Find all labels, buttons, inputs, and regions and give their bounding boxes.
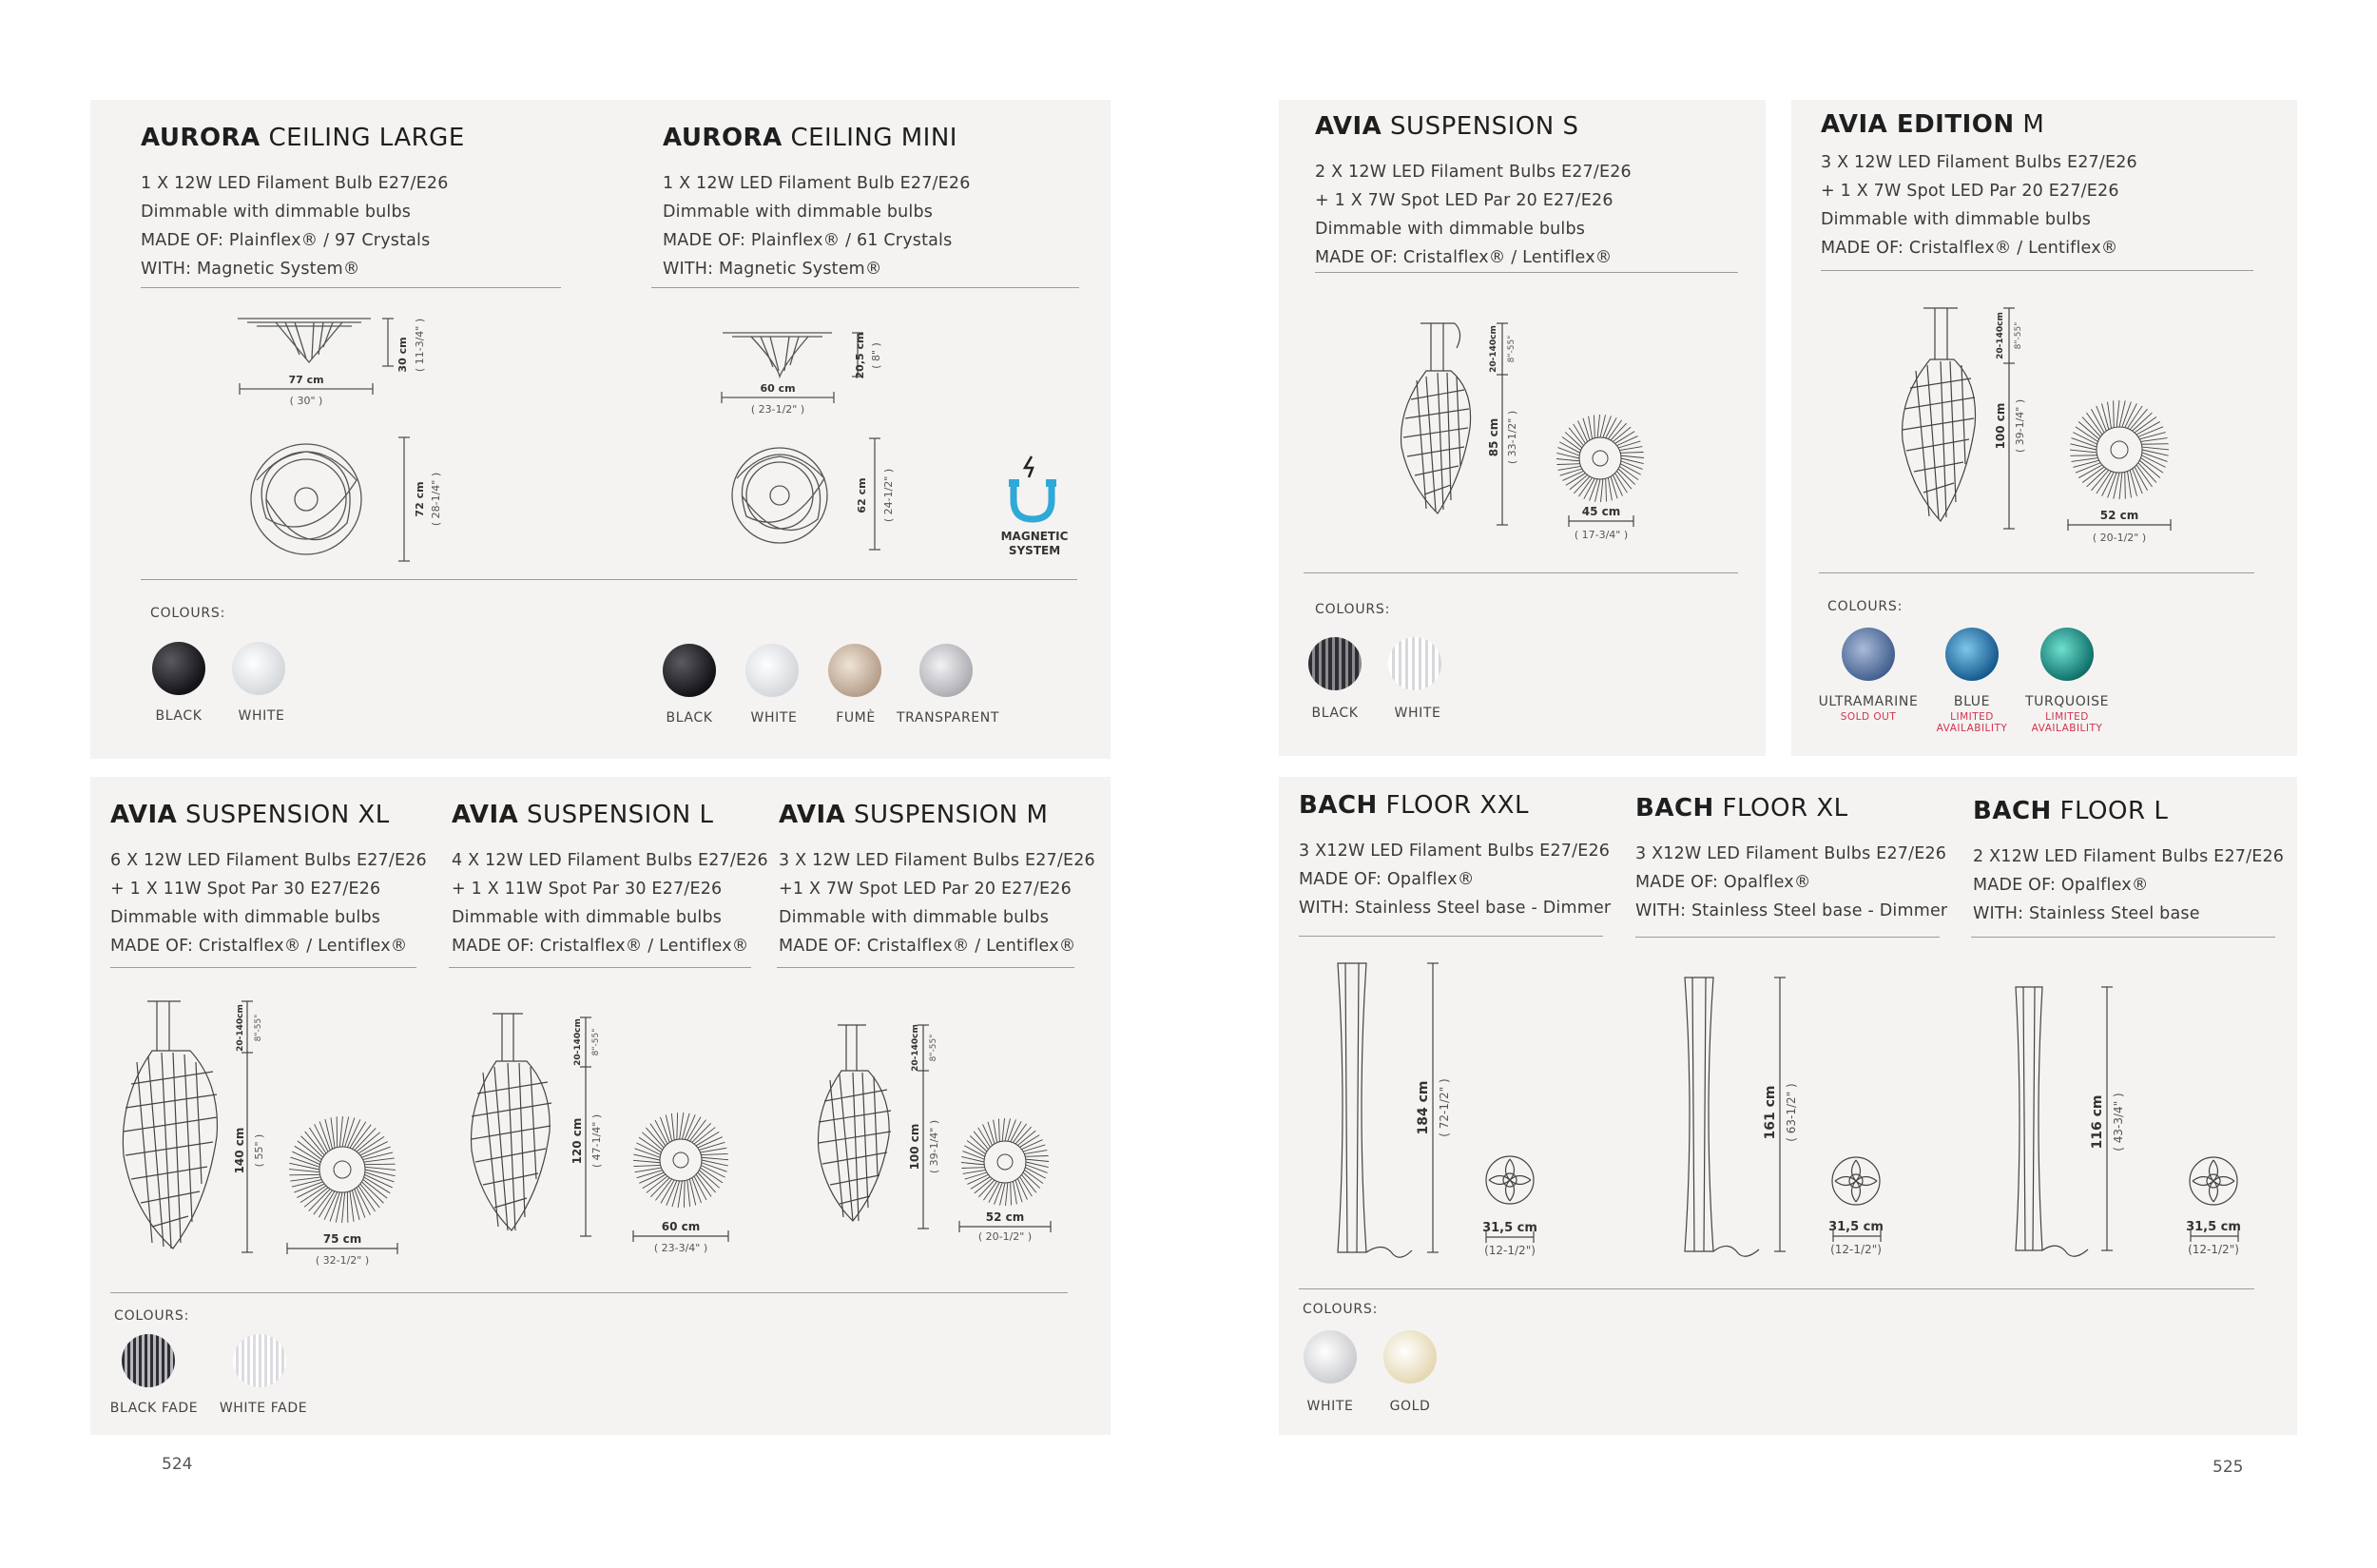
- avia-s-drawing: [1388, 314, 1664, 547]
- sunburst-ray: [2070, 444, 2097, 450]
- product-title: AURORA CEILING LARGE: [141, 124, 465, 152]
- spec-line: MADE OF: Cristalflex® / Lentiflex®: [110, 937, 408, 956]
- dim-height-in: ( 33-1/2" ): [1506, 410, 1518, 465]
- dim-diameter: 60 cm: [661, 1220, 701, 1233]
- dim-cable: 20-140cm: [236, 1004, 245, 1052]
- product-title: AVIA EDITION M: [1821, 110, 2045, 139]
- sunburst-ray: [994, 1120, 997, 1143]
- divider: [110, 967, 416, 968]
- sunburst-ray: [671, 1113, 674, 1140]
- sunburst-ray: [633, 1160, 660, 1162]
- dim-diameter-in: ( 20-1/2" ): [2092, 532, 2147, 544]
- sunburst-ray: [365, 1167, 396, 1170]
- dim-height: 120 cm: [570, 1117, 584, 1165]
- product-specs: [779, 846, 1095, 960]
- divider: [1315, 272, 1738, 273]
- sunburst-ray: [2128, 471, 2132, 497]
- dim-height-in: ( 63-1/2" ): [1785, 1083, 1798, 1142]
- swatch-label: BLUE: [1953, 694, 1991, 709]
- sunburst-ray: [2102, 403, 2109, 429]
- product-title: BACH FLOOR XXL: [1299, 791, 1529, 820]
- sunburst-ray: [355, 1128, 376, 1150]
- sunburst-ray: [1619, 447, 1642, 451]
- dim-height: 140 cm: [233, 1127, 246, 1174]
- sunburst-ray: [300, 1136, 322, 1157]
- avia-edition-drawing: [1887, 302, 2173, 550]
- spec-line: + 1 X 11W Spot Par 30 E27/E26: [452, 880, 723, 899]
- spec-line: Dimmable with dimmable bulbs: [110, 908, 381, 927]
- product-bach-floor-xl: [1635, 794, 1947, 925]
- magnet-icon: [1006, 455, 1063, 526]
- sunburst-ray: [1606, 478, 1607, 501]
- product-bach-floor-l: [1973, 797, 2284, 928]
- magnetic-system-label: [982, 530, 1087, 558]
- swatch-label: GOLD: [1389, 1399, 1431, 1414]
- spec-line: Dimmable with dimmable bulbs: [779, 908, 1050, 927]
- dim-cable: 20-140cm: [911, 1024, 920, 1072]
- sunburst-ray: [289, 1163, 319, 1170]
- product-bach-floor-xxl: [1299, 791, 1611, 922]
- sunburst-ray: [2119, 473, 2122, 499]
- dim-height-in: ( 55" ): [253, 1133, 265, 1168]
- sunburst-ray: [1025, 1155, 1048, 1156]
- dim-diameter: 52 cm: [985, 1210, 1025, 1224]
- sunburst-ray: [365, 1170, 396, 1176]
- sunburst-ray: [963, 1170, 986, 1173]
- dim-width: 77 cm: [288, 374, 324, 386]
- spec-line: + 1 X 7W Spot LED Par 20 E27/E26: [1821, 182, 2119, 201]
- product-specs: [141, 169, 465, 283]
- divider: [1635, 937, 1940, 938]
- sunburst-ray: [2119, 400, 2125, 427]
- dim-depth: 72 cm: [414, 481, 426, 517]
- dim-height: 100 cm: [908, 1123, 921, 1171]
- swatch-white[interactable]: [232, 642, 285, 695]
- swatch-label: WHITE: [1394, 706, 1441, 721]
- spec-line: 1 X 12W LED Filament Bulb E27/E26: [141, 174, 449, 193]
- dim-depth-in: ( 28-1/4" ): [430, 472, 442, 527]
- swatch-white[interactable]: [1304, 1330, 1357, 1384]
- dim-height-in: ( 39-1/4" ): [2014, 398, 2026, 454]
- spec-line: Dimmable with dimmable bulbs: [663, 203, 934, 222]
- sunburst-ray: [702, 1160, 728, 1166]
- product-title: AVIA SUSPENSION M: [779, 801, 1049, 829]
- sunburst-ray: [701, 1153, 727, 1154]
- sunburst-ray: [342, 1192, 345, 1223]
- sunburst-ray: [1601, 479, 1603, 502]
- swatch-turquoise[interactable]: [2040, 628, 2094, 681]
- sunburst-ray: [2142, 450, 2169, 455]
- dim-diameter: 31,5 cm: [1482, 1221, 1537, 1235]
- sunburst-ray: [289, 1170, 319, 1172]
- spec-line: 6 X 12W LED Filament Bulbs E27/E26: [110, 851, 427, 870]
- colours-label: COLOURS:: [1315, 602, 1391, 617]
- dim-height: 100 cm: [1994, 402, 2007, 450]
- sunburst-ray: [2116, 400, 2119, 427]
- dim-cable: 20-140cm: [1489, 325, 1498, 373]
- dim-cable: 20-140cm: [1996, 312, 2005, 359]
- sunburst-ray: [1620, 452, 1643, 453]
- swatch-blue[interactable]: [1945, 628, 1999, 681]
- swatch-white-fade[interactable]: [233, 1334, 286, 1387]
- sunburst-ray: [1589, 416, 1593, 439]
- dim-diameter-in: (12-1/2"): [1830, 1243, 1882, 1256]
- dim-depth-in: ( 24-1/2" ): [882, 468, 895, 523]
- sunburst-ray: [2140, 438, 2167, 442]
- sunburst-ray: [961, 1163, 984, 1165]
- product-aurora-ceiling-large: [141, 124, 465, 283]
- swatch-ultramarine[interactable]: [1842, 628, 1895, 681]
- swatch-label: ULTRAMARINE: [1818, 694, 1919, 709]
- spec-line: 2 X12W LED Filament Bulbs E27/E26: [1973, 847, 2285, 866]
- sunburst-ray: [361, 1182, 383, 1203]
- divider: [110, 1292, 1068, 1293]
- swatch-black[interactable]: [152, 642, 205, 695]
- sunburst-ray: [1597, 415, 1599, 437]
- colours-label: COLOURS:: [114, 1308, 190, 1324]
- dim-height-in: ( 72-1/2" ): [1438, 1078, 1451, 1137]
- dim-height: 20,5 cm: [854, 332, 866, 379]
- product-specs: [1821, 148, 2137, 262]
- product-avia-suspension-l: [452, 801, 768, 960]
- magnetic-label-line: MAGNETIC: [1000, 530, 1069, 543]
- dim-diameter-in: (12-1/2"): [1484, 1244, 1536, 1257]
- sunburst-ray: [961, 1168, 984, 1169]
- sunburst-ray: [1560, 469, 1582, 475]
- divider: [777, 967, 1074, 968]
- product-specs: [1973, 842, 2284, 928]
- sunburst-ray: [2073, 460, 2098, 467]
- product-title: AURORA CEILING MINI: [663, 124, 957, 152]
- dim-diameter-in: ( 32-1/2" ): [315, 1254, 370, 1267]
- spec-line: MADE OF: Cristalflex® / Lentiflex®: [779, 937, 1076, 956]
- spec-line: Dimmable with dimmable bulbs: [1315, 220, 1586, 239]
- dim-diameter: 31,5 cm: [2186, 1220, 2241, 1234]
- sunburst-ray: [1558, 466, 1581, 470]
- divider: [1821, 270, 2253, 271]
- sunburst-ray: [689, 1179, 695, 1206]
- sunburst-ray: [2070, 450, 2097, 453]
- divider: [1971, 937, 2275, 938]
- sunburst-ray: [666, 1115, 671, 1142]
- sunburst-ray: [677, 1113, 678, 1139]
- spec-line: MADE OF: Cristalflex® / Lentiflex®: [1315, 248, 1613, 267]
- swatch-label: WHITE: [1306, 1399, 1354, 1414]
- sunburst-ray: [1024, 1151, 1047, 1154]
- dim-diameter: 45 cm: [1581, 505, 1621, 518]
- divider: [1304, 572, 1738, 573]
- colours-label: COLOURS:: [150, 606, 226, 621]
- page-number: 525: [2213, 1458, 2244, 1477]
- swatch-label: WHITE: [750, 710, 798, 726]
- sunburst-ray: [2130, 470, 2136, 495]
- swatch-gold[interactable]: [1383, 1330, 1437, 1384]
- product-specs: [1635, 840, 1947, 925]
- dim-diameter: 52 cm: [2099, 509, 2139, 522]
- swatch-white[interactable]: [1388, 637, 1441, 690]
- sunburst-ray: [336, 1192, 342, 1223]
- divider: [141, 287, 561, 288]
- dim-cable-in: 8"-55": [591, 1028, 601, 1056]
- sunburst-ray: [2108, 402, 2112, 429]
- spec-line: 3 X12W LED Filament Bulbs E27/E26: [1635, 844, 1947, 863]
- spec-line: 3 X 12W LED Filament Bulbs E27/E26: [1821, 153, 2137, 172]
- spec-line: WITH: Magnetic System®: [663, 260, 882, 279]
- swatch-label: BLACK FADE: [109, 1401, 199, 1416]
- dim-height: 184 cm: [1416, 1080, 1431, 1135]
- dim-height: 85 cm: [1487, 417, 1500, 457]
- dim-diameter-in: (12-1/2"): [2188, 1243, 2239, 1256]
- sunburst-ray: [633, 1154, 660, 1160]
- sunburst-ray: [2141, 444, 2168, 445]
- sunburst-ray: [339, 1116, 342, 1147]
- spec-line: 1 X 12W LED Filament Bulb E27/E26: [663, 174, 971, 193]
- spec-line: 4 X 12W LED Filament Bulbs E27/E26: [452, 851, 768, 870]
- product-title: BACH FLOOR L: [1973, 797, 2169, 825]
- sunburst-ray: [965, 1172, 987, 1179]
- sunburst-ray: [1618, 441, 1640, 448]
- sunburst-ray: [342, 1116, 349, 1147]
- dim-cable: 20-140cm: [573, 1018, 583, 1066]
- sunburst-ray: [1002, 1118, 1004, 1141]
- sunburst-ray: [2072, 458, 2098, 462]
- product-specs: [452, 846, 768, 960]
- dim-height: 116 cm: [2090, 1094, 2105, 1150]
- swatch-label: TURQUOISE: [2024, 694, 2110, 709]
- sunburst-ray: [1621, 455, 1644, 457]
- swatch-label: BLACK: [155, 708, 203, 724]
- dim-height-in: ( 47-1/4" ): [590, 1113, 603, 1169]
- product-title: AVIA SUSPENSION XL: [110, 801, 390, 829]
- spec-line: MADE OF: Cristalflex® / Lentiflex®: [452, 937, 749, 956]
- swatch-white[interactable]: [745, 644, 799, 697]
- dim-cable-in: 8"-55": [254, 1014, 263, 1042]
- sunburst-ray: [998, 1118, 999, 1141]
- spec-line: 3 X12W LED Filament Bulbs E27/E26: [1299, 842, 1611, 861]
- sunburst-ray: [633, 1165, 660, 1166]
- spec-line: Dimmable with dimmable bulbs: [1821, 210, 2092, 229]
- divider: [1299, 936, 1603, 937]
- swatch-black[interactable]: [1308, 637, 1362, 690]
- product-aurora-ceiling-mini: [663, 124, 971, 283]
- sunburst-ray: [2070, 455, 2097, 456]
- divider: [449, 967, 751, 968]
- product-specs: [110, 846, 427, 960]
- dim-diameter: 75 cm: [322, 1232, 362, 1246]
- avia-m-drawing: [803, 1017, 1079, 1260]
- product-avia-suspension-xl: [110, 801, 427, 960]
- dim-height-in: ( 8" ): [870, 342, 882, 369]
- spec-line: Dimmable with dimmable bulbs: [452, 908, 723, 927]
- swatch-label: FUMÈ: [836, 710, 876, 726]
- spec-line: MADE OF: Opalflex®: [1973, 876, 2149, 895]
- divider: [651, 287, 1079, 288]
- swatch-black-fade[interactable]: [122, 1334, 175, 1387]
- colours-label: COLOURS:: [1303, 1302, 1379, 1317]
- swatch-label: BLACK: [666, 710, 713, 726]
- bach-xl-drawing: [1673, 970, 1959, 1269]
- availability-note: LIMITED: [2045, 711, 2089, 723]
- dim-width: 60 cm: [760, 382, 796, 395]
- product-title: AVIA SUSPENSION S: [1315, 112, 1579, 141]
- swatch-label: BLACK: [1311, 706, 1359, 721]
- product-avia-suspension-m: [779, 801, 1095, 960]
- availability-note: SOLD OUT: [1840, 711, 1897, 723]
- colours-label: COLOURS:: [1827, 599, 1904, 614]
- avia-xl-drawing: [114, 994, 409, 1269]
- spec-line: MADE OF: Plainflex® / 97 Crystals: [141, 231, 431, 250]
- divider: [1299, 1288, 2254, 1289]
- dim-cable-in: 8"-55": [1507, 335, 1517, 363]
- sunburst-ray: [1023, 1145, 1045, 1152]
- product-avia-edition-m: [1821, 110, 2137, 262]
- dim-cable-in: 8"-55": [929, 1034, 938, 1062]
- dim-height: 161 cm: [1763, 1085, 1778, 1140]
- sunburst-ray: [702, 1157, 728, 1159]
- sunburst-ray: [1583, 418, 1590, 440]
- dim-width-in: ( 23-1/2" ): [750, 403, 805, 416]
- spec-line: 2 X 12W LED Filament Bulbs E27/E26: [1315, 163, 1632, 182]
- swatch-label: TRANSPARENT: [897, 710, 999, 726]
- aurora-mini-drawing: [708, 321, 937, 569]
- sunburst-ray: [2114, 400, 2115, 427]
- aurora-large-drawing: [228, 309, 456, 575]
- sunburst-ray: [1026, 1159, 1049, 1161]
- swatch-transparent[interactable]: [919, 644, 973, 697]
- dim-cable-in: 8"-55": [2014, 321, 2023, 350]
- sunburst-ray: [1611, 476, 1617, 498]
- dim-diameter: 31,5 cm: [1828, 1220, 1884, 1234]
- spec-line: WITH: Stainless Steel base - Dimmer: [1635, 901, 1948, 920]
- sunburst-ray: [2114, 473, 2119, 499]
- dim-height-in: ( 39-1/4" ): [928, 1119, 940, 1174]
- bach-xxl-drawing: [1326, 956, 1612, 1269]
- product-specs: [663, 169, 971, 283]
- sunburst-ray: [1011, 1182, 1012, 1205]
- dim-diameter-in: ( 17-3/4" ): [1574, 529, 1629, 541]
- sunburst-ray: [988, 1122, 995, 1144]
- spec-line: + 1 X 7W Spot LED Par 20 E27/E26: [1315, 191, 1614, 210]
- sunburst-ray: [2139, 433, 2165, 439]
- spec-line: +1 X 7W Spot LED Par 20 E27/E26: [779, 880, 1072, 899]
- product-avia-suspension-s: [1315, 112, 1632, 272]
- spec-line: WITH: Stainless Steel base: [1973, 904, 2200, 923]
- spec-line: MADE OF: Cristalflex® / Lentiflex®: [1821, 239, 2118, 258]
- spec-line: Dimmable with dimmable bulbs: [141, 203, 412, 222]
- bach-l-drawing: [2006, 979, 2291, 1269]
- product-title: AVIA SUSPENSION L: [452, 801, 714, 829]
- sunburst-ray: [2142, 447, 2169, 450]
- spec-line: MADE OF: Opalflex®: [1635, 873, 1811, 892]
- sunburst-ray: [1015, 1180, 1022, 1202]
- dim-width-in: ( 30" ): [289, 395, 323, 407]
- divider: [141, 579, 1077, 580]
- dim-height-in: ( 43-3/4" ): [2112, 1093, 2125, 1152]
- magnetic-label-line: SYSTEM: [1008, 544, 1061, 557]
- dim-depth: 62 cm: [856, 477, 868, 513]
- product-specs: [1299, 837, 1611, 922]
- dim-height-in: ( 11-3/4" ): [414, 318, 426, 373]
- availability-note: AVAILABILITY: [1936, 723, 2008, 734]
- availability-note: LIMITED: [1950, 711, 1994, 723]
- page-number: 524: [162, 1455, 193, 1474]
- sunburst-ray: [309, 1189, 330, 1210]
- swatch-label: WHITE: [238, 708, 285, 724]
- spec-line: 3 X 12W LED Filament Bulbs E27/E26: [779, 851, 1095, 870]
- spec-line: MADE OF: Opalflex®: [1299, 870, 1475, 889]
- sunburst-ray: [1556, 464, 1579, 465]
- sunburst-ray: [1013, 1181, 1016, 1204]
- sunburst-ray: [684, 1181, 685, 1208]
- swatch-label: WHITE FADE: [219, 1401, 308, 1416]
- availability-note: AVAILABILITY: [2031, 723, 2103, 734]
- dim-diameter-in: ( 20-1/2" ): [977, 1230, 1033, 1243]
- swatch-fume[interactable]: [828, 644, 881, 697]
- sunburst-ray: [2125, 472, 2126, 498]
- spec-line: + 1 X 11W Spot Par 30 E27/E26: [110, 880, 381, 899]
- dim-diameter-in: ( 23-3/4" ): [653, 1242, 708, 1254]
- sunburst-ray: [1608, 477, 1612, 500]
- dim-height: 30 cm: [396, 337, 409, 373]
- avia-l-drawing: [456, 1008, 742, 1265]
- product-title: BACH FLOOR XL: [1635, 794, 1848, 823]
- sunburst-ray: [1556, 459, 1579, 461]
- spec-line: WITH: Magnetic System®: [141, 260, 360, 279]
- spec-line: WITH: Stainless Steel base - Dimmer: [1299, 899, 1612, 918]
- sunburst-ray: [1006, 1183, 1008, 1206]
- product-specs: [1315, 158, 1632, 272]
- sunburst-ray: [687, 1180, 690, 1207]
- swatch-black[interactable]: [663, 644, 716, 697]
- divider: [1819, 572, 2254, 573]
- spec-line: MADE OF: Plainflex® / 61 Crystals: [663, 231, 953, 250]
